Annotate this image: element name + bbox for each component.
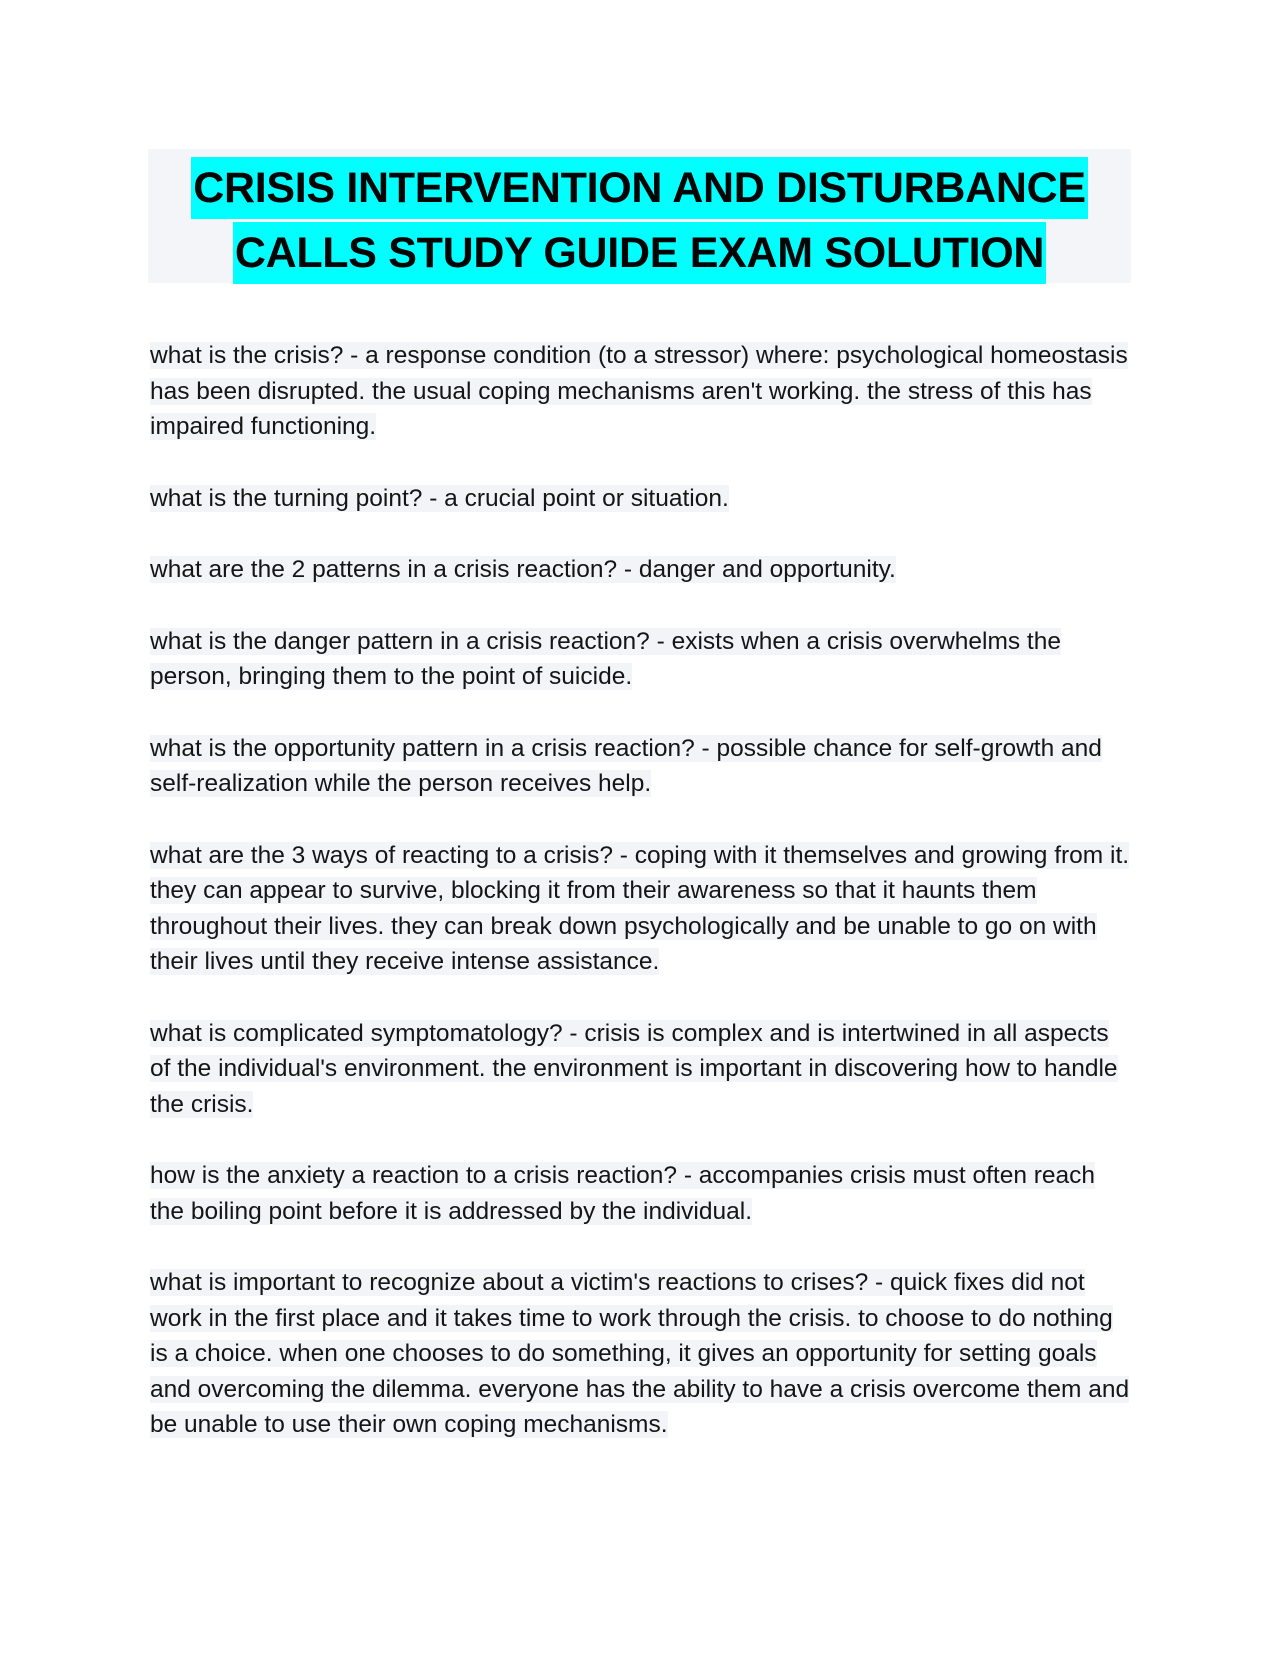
qa-entry bbox=[150, 338, 1130, 445]
document-title-line-2: CALLS STUDY GUIDE EXAM SOLUTION bbox=[233, 222, 1046, 284]
qa-entry-text: what are the 3 ways of reacting to a crisis? - coping with it themselves and growing from it. they can appear to survive, blocking it from their awareness so that it haunts them throughout their lives. they can break down psychologically and be unable to go on with their lives until they receive intense assistance. bbox=[150, 841, 1130, 975]
qa-entry bbox=[150, 624, 1130, 695]
qa-entry-text: how is the anxiety a reaction to a crisis reaction? - accompanies crisis must often reach the boiling point before it is addressed by the individual. bbox=[150, 1162, 1096, 1225]
qa-entry bbox=[150, 481, 1130, 517]
qa-entry bbox=[150, 731, 1130, 802]
qa-entry-text: what are the 2 patterns in a crisis reaction? - danger and opportunity. bbox=[150, 556, 896, 583]
qa-entry bbox=[150, 1265, 1130, 1443]
qa-entry bbox=[150, 552, 1130, 588]
document-title-line-1: CRISIS INTERVENTION AND DISTURBANCE bbox=[191, 157, 1088, 219]
qa-entry bbox=[150, 1158, 1130, 1229]
qa-entry-text: what is the danger pattern in a crisis reaction? - exists when a crisis overwhelms the person, bringing them to the point of suicide. bbox=[150, 627, 1061, 690]
document-body bbox=[150, 338, 1130, 1479]
qa-entry-text: what is the opportunity pattern in a crisis reaction? - possible chance for self-growth and self-realization while the person receives help. bbox=[150, 734, 1102, 797]
qa-entry-text: what is the turning point? - a crucial point or situation. bbox=[150, 484, 729, 512]
qa-entry bbox=[150, 1016, 1130, 1123]
qa-entry-text: what is important to recognize about a victim's reactions to crises? - quick fixes did not work in the first place and it takes time to work through the crisis. to choose to do nothing is a choice. when one chooses to do something, it gives an opportunity for setting goals and overcoming the dilemma. everyone has the ability to have a crisis overcome them and be unable to use their own coping mechanisms. bbox=[150, 1269, 1130, 1438]
qa-entry bbox=[150, 838, 1130, 980]
title-block bbox=[148, 149, 1131, 283]
qa-entry-text: what is the crisis? - a response condition (to a stressor) where: psychological homeostasis has been disrupted. the usual coping mechanisms aren't working. the stress of this has impaired functioning. bbox=[150, 342, 1128, 440]
qa-entry-text: what is complicated symptomatology? - crisis is complex and is intertwined in all aspects of the individual's environment. the environment is important in discovering how to handle the crisis. bbox=[150, 1019, 1118, 1118]
